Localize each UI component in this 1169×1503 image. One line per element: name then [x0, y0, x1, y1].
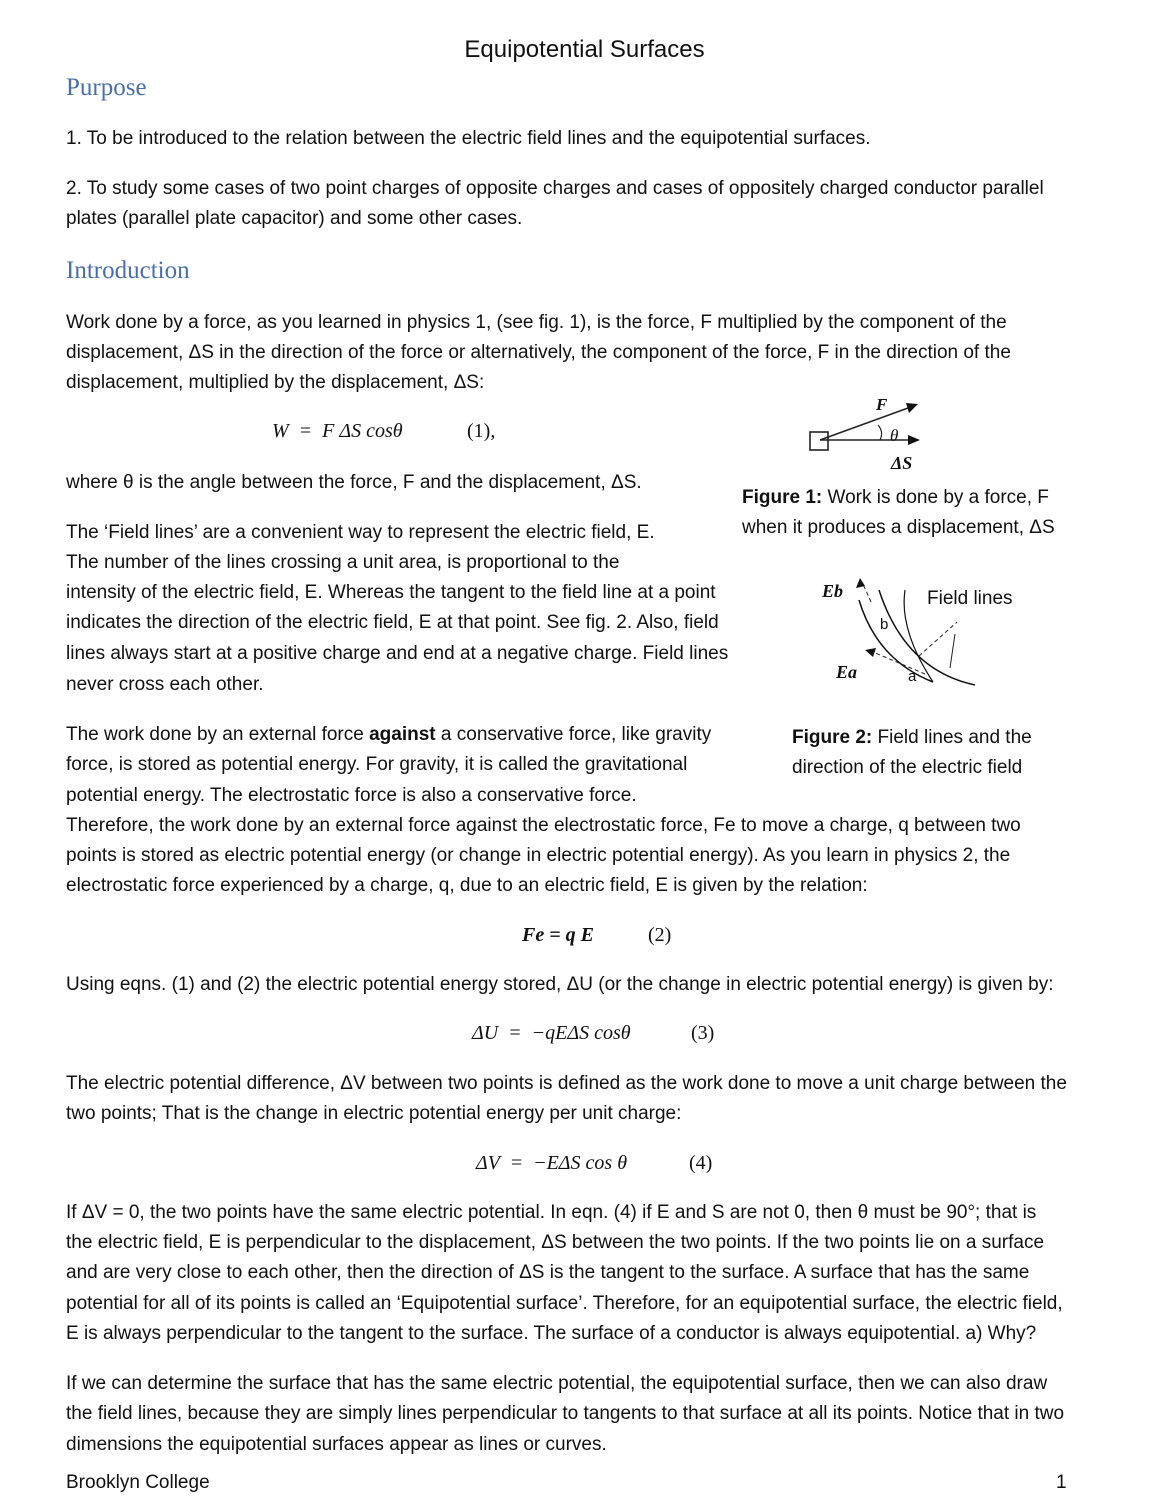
purpose-item-2-line-2: plates (parallel plate capacitor) and some other cases. [66, 208, 523, 229]
intro-p6-line-2: the electric field, E is perpendicular to the displacement, ΔS between the two points. If the two points lie on a surface [66, 1232, 1045, 1253]
heading-purpose: Purpose [66, 74, 147, 101]
figure-2-label-b: b [880, 616, 889, 633]
equation-3: ΔU = −qEΔS cosθ [472, 1022, 631, 1044]
intro-p1-line-1: Work done by a force, as you learned in physics 1, (see fig. 1), is the force, F multiplied by the component of the [66, 312, 1007, 333]
angle-arc [878, 425, 882, 440]
equation-1-number: (1), [467, 420, 496, 442]
intro-p3-line-3: potential energy. The electrostatic force is also a conservative force. [66, 785, 637, 806]
figure-1-caption-text: Work is done by a force, F [822, 487, 1049, 508]
figure-2-label-a: a [908, 668, 917, 685]
intro-p7-line-2: the field lines, because they are simply lines perpendicular to tangents to that surface at all its points. Notice that in two [66, 1403, 1065, 1424]
figure-2-caption-line-1 [792, 723, 1032, 753]
purpose-item-2-line-1: 2. To study some cases of two point charges of opposite charges and cases of oppositely charged conductor parallel [66, 178, 1044, 199]
intro-p2-line-5: lines always start at a positive charge and end at a negative charge. Field lines [66, 643, 729, 664]
tangent-b [863, 584, 871, 602]
intro-p6-line-1: If ΔV = 0, the two points have the same electric potential. In eqn. (4) if E and S are not 0, then θ must be 90°; that is [66, 1202, 1037, 1223]
figure-1-caption-line-2: when it produces a displacement, ΔS [742, 517, 1055, 538]
figure-1-label-theta: θ [890, 426, 899, 445]
intro-p5-line-2: two points; That is the change in electric potential energy per unit charge: [66, 1103, 682, 1124]
displacement-arrowhead [908, 435, 920, 445]
intro-p3-line-4: Therefore, the work done by an external force against the electrostatic force, Fe to move a charge, q between two [66, 815, 1021, 836]
intro-p3-line-6: electrostatic force experienced by a charge, q, due to an electric field, E is given by the relation: [66, 875, 868, 896]
figure-2-caption-label: Figure 2: [792, 727, 873, 748]
label-pointer [919, 622, 957, 656]
intro-p7-line-3: dimensions the equipotential surfaces appear as lines or curves. [66, 1434, 607, 1455]
footer-page-number: 1 [1056, 1472, 1067, 1493]
equation-4: ΔV = −EΔS cos θ [476, 1152, 628, 1174]
figure-1-label-ds: ΔS [891, 453, 913, 473]
figure-1-caption-label: Figure 1: [742, 487, 823, 508]
figure-1-caption-line-1 [742, 483, 1049, 513]
block-shape [810, 432, 828, 450]
equation-2: Fe = q E [522, 924, 594, 946]
intro-p3-text-c: a conservative force, like gravity [435, 724, 712, 745]
field-line-inner [859, 600, 933, 682]
footer-left: Brooklyn College [66, 1472, 210, 1493]
intro-p3-text-a: The work done by an external force [66, 724, 370, 745]
intro-p6-line-5: E is always perpendicular to the tangent to the surface. The surface of a conductor is always equipotential. a) Why? [66, 1323, 1037, 1344]
figure-2-label-eb: Eb [822, 581, 844, 601]
equation-3-number: (3) [691, 1022, 715, 1044]
equation-1: W = F ΔS cosθ [272, 420, 403, 442]
figure-1-diagram [790, 392, 940, 482]
intro-p6-line-4: potential for all of its points is called an ‘Equipotential surface’. Therefore, for an equipotential surface, the electric field, [66, 1293, 1063, 1314]
intro-p6-line-3: and are very close to each other, then the direction of ΔS is the tangent to the surface. A surface that has the same [66, 1262, 1030, 1283]
intro-p7-line-1: If we can determine the surface that has the same electric potential, the equipotential surface, then we can also draw [66, 1373, 1048, 1394]
figure-2-caption-line-2: direction of the electric field [792, 757, 1023, 778]
arrow-ea [865, 648, 876, 657]
figure-2-label-field-lines: Field lines [927, 588, 1013, 609]
intro-p3-line-2: force, is stored as potential energy. For gravity, it is called the gravitational [66, 754, 688, 775]
intro-p2-line-3: intensity of the electric field, E. Whereas the tangent to the field line at a point [66, 582, 716, 603]
intro-p2-line-1: The ‘Field lines’ are a convenient way to represent the electric field, E. [66, 522, 655, 543]
force-arrowhead [906, 403, 918, 413]
figure-2-label-ea: Ea [836, 662, 858, 682]
heading-introduction: Introduction [66, 257, 190, 284]
intro-p3-line-5: points is stored as electric potential energy (or change in electric potential energy). As you learn in physics 2, the [66, 845, 1011, 866]
intro-p2-line-6: never cross each other. [66, 674, 264, 695]
intro-p3-emphasis: against [369, 724, 436, 745]
intro-p1-line-3: displacement, multiplied by the displacement, ΔS: [66, 372, 485, 393]
purpose-item-1: 1. To be introduced to the relation between the electric field lines and the equipotential surfaces. [66, 128, 871, 149]
figure-2-caption-text: Field lines and the [872, 727, 1032, 748]
intro-p3-line-1 [66, 720, 711, 750]
equation-2-number: (2) [648, 924, 672, 946]
intro-p4: Using eqns. (1) and (2) the electric potential energy stored, ΔU (or the change in electric potential energy) is given by: [66, 974, 1054, 995]
intro-p5-line-1: The electric potential difference, ΔV between two points is defined as the work done to move a unit charge between the [66, 1073, 1067, 1094]
equation-4-number: (4) [689, 1152, 713, 1174]
intro-where-line: where θ is the angle between the force, F and the displacement, ΔS. [66, 472, 642, 493]
figure-1-label-f: F [876, 395, 888, 414]
page-title: Equipotential Surfaces [464, 36, 705, 63]
intro-p2-line-4: indicates the direction of the electric field, E at that point. See fig. 2. Also, field [66, 612, 719, 633]
field-line-right [950, 634, 955, 668]
intro-p1-line-2: displacement, ΔS in the direction of the force or alternatively, the component of the force, F in the direction of the [66, 342, 1011, 363]
intro-p2-line-2: The number of the lines crossing a unit area, is proportional to the [66, 552, 620, 573]
